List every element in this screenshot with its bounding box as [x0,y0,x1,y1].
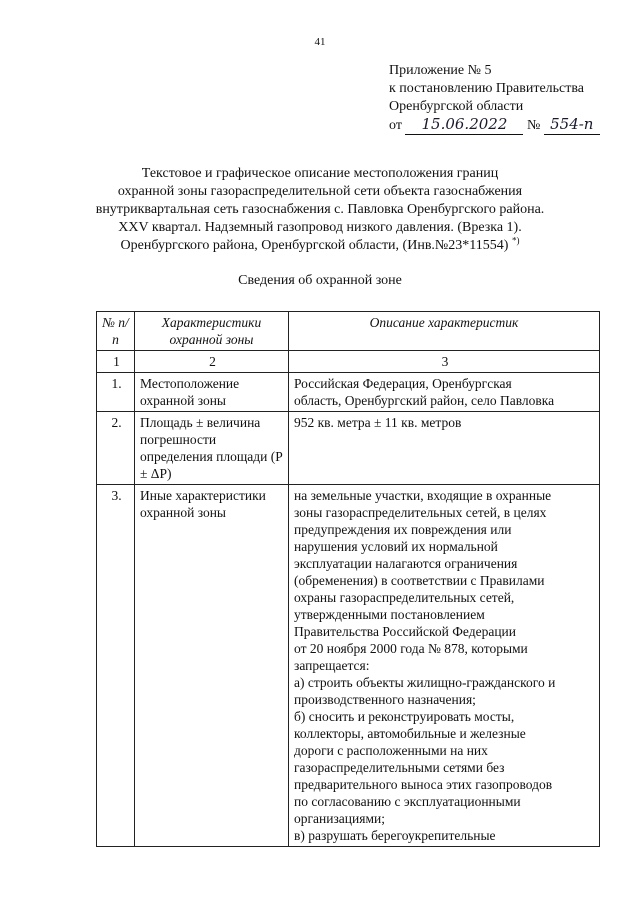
title-line: внутриквартальная сеть газоснабжения с. Павловка Оренбургского района. [95,202,545,217]
row-characteristic: Иные характеристики охранной зоны [135,485,289,847]
appendix-date-number-line [389,116,600,135]
from-label: от [389,118,402,133]
title-line: Оренбургского района, Оренбургской области, (Инв.№23*11554) [120,238,509,253]
description-line: запрещается: [294,658,370,673]
number-label: № [526,118,541,133]
header-number: № п/п [97,312,135,351]
description-line: (обременения) в соответствии с Правилами [294,573,545,588]
title-line: XXV квартал. Надземный газопровод низкого давления. (Врезка 1). [118,220,522,235]
description-line: 952 кв. метра ± 11 кв. метров [294,415,462,430]
header-description: Описание характеристик [289,312,600,351]
description-line: нарушения условий их нормальной [294,539,498,554]
table-header-row [97,312,600,351]
description-line: а) строить объекты жилищно-гражданского и [294,675,556,690]
row-number: 1. [97,373,135,412]
description-line: от 20 ноября 2000 года № 878, которыми [294,641,528,656]
appendix-line: к постановлению Правительства [389,81,585,96]
description-line: зоны газораспределительных сетей, в целях [294,505,547,520]
header-characteristic: Характеристики охранной зоны [135,312,289,351]
index-cell: 2 [135,351,289,373]
table-row [97,373,600,412]
appendix-block [389,62,600,135]
page-number: 41 [314,36,326,48]
footnote-mark: *) [511,235,520,246]
appendix-line: Приложение № 5 [389,63,492,78]
row-characteristic: Площадь ± величина погрешности определения площади (Р ± ΔР) [135,412,289,485]
section-title: Сведения об охранной зоне [238,273,402,288]
table-index-row [97,351,600,373]
title-line: Текстовое и графическое описание местоположения границ [141,166,499,181]
description-line: коллекторы, автомобильные и железные [294,726,526,741]
handwritten-date: 15.06.2022 [421,115,508,133]
date-field [405,116,523,135]
description-line: в) разрушать берегоукрепительные [294,828,496,843]
document-title [40,165,600,255]
appendix-line: Оренбургской области [389,99,524,114]
description-line: Российская Федерация, Оренбургская [294,376,512,391]
description-line: газораспределительными сетями без [294,760,505,775]
description-line: организациями; [294,811,385,826]
index-cell: 3 [289,351,600,373]
description-line: б) сносить и реконструировать мосты, [294,709,515,724]
description-line: предупреждения их повреждения или [294,522,512,537]
description-line: по согласованию с эксплуатационными [294,794,521,809]
title-line: охранной зоны газораспределительной сети объекта газоснабжения [117,184,523,199]
table-row [97,412,600,485]
description-line: предварительного выноса этих газопроводов [294,777,553,792]
number-field [544,116,600,135]
description-line: область, Оренбургский район, село Павловка [294,393,555,408]
description-line: на земельные участки, входящие в охранные [294,488,552,503]
row-characteristic: Местоположение охранной зоны [135,373,289,412]
description-line: утвержденными постановлением [294,607,485,622]
row-number: 2. [97,412,135,485]
description-line: производственного назначения; [294,692,476,707]
index-cell: 1 [97,351,135,373]
row-number: 3. [97,485,135,847]
title-line-last [40,237,600,255]
handwritten-number: 554-п [550,115,594,133]
description-line: дороги с расположенными на них [294,743,488,758]
description-line: эксплуатации налагаются ограничения [294,556,518,571]
row-description [289,373,600,412]
zone-info-table [96,311,600,847]
row-description [289,485,600,847]
table-row [97,485,600,847]
description-line: охраны газораспределительных сетей, [294,590,515,605]
description-line: Правительства Российской Федерации [294,624,516,639]
row-description [289,412,600,485]
